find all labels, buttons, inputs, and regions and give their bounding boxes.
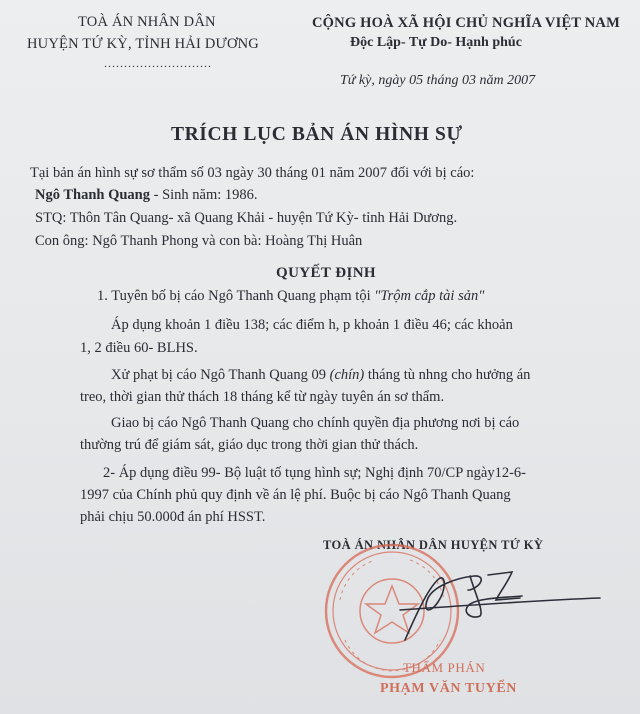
signing-court: TOÀ ÁN NHÂN DÂN HUYỆN TỨ KỲ bbox=[323, 538, 544, 552]
judge-name: PHẠM VĂN TUYỂN bbox=[380, 681, 517, 696]
handwritten-signature bbox=[400, 572, 600, 640]
date-place: Tứ kỳ, ngày 05 tháng 03 năm 2007 bbox=[340, 73, 536, 88]
fee-line2: 1997 của Chính phủ quy định về án lệ phí. Buộc bị cáo Ngô Thanh Quang bbox=[80, 487, 511, 503]
decision-heading: QUYẾT ĐỊNH bbox=[276, 265, 376, 281]
court-seal-stamp bbox=[326, 545, 458, 677]
fee-line1: 2- Áp dụng điều 99- Bộ luật tố tụng hình sự; Nghị định 70/CP ngày12-6- bbox=[103, 465, 526, 481]
parents-line: Con ông: Ngô Thanh Phong và con bà: Hoàng Thị Huân bbox=[35, 233, 363, 249]
sentence-text-b: tháng tù nhng cho hưởng án bbox=[364, 367, 531, 383]
court-dots: ........................... bbox=[104, 56, 212, 70]
applied-law-line1: Áp dụng khoản 1 điều 138; các điểm h, p khoản 1 điều 46; các khoản bbox=[111, 317, 513, 333]
intro-line: Tại bản án hình sự sơ thẩm số 03 ngày 30 tháng 01 năm 2007 đối với bị cáo: bbox=[30, 165, 475, 181]
applied-law-line2: 1, 2 điều 60- BLHS. bbox=[80, 340, 198, 356]
supervision-line1: Giao bị cáo Ngô Thanh Quang cho chính quyền địa phương nơi bị cáo bbox=[111, 415, 520, 431]
defendant-name: Ngô Thanh Quang bbox=[35, 187, 150, 203]
judge-position: THẨM PHÁN bbox=[403, 660, 486, 675]
fee-line3: phải chịu 50.000đ án phí HSST. bbox=[80, 509, 266, 525]
court-name-line2: HUYỆN TỨ KỲ, TỈNH HẢI DƯƠNG bbox=[27, 36, 259, 52]
document-title: TRÍCH LỤC BẢN ÁN HÌNH SỰ bbox=[171, 124, 463, 145]
sentence-line2: treo, thời gian thử thách 18 tháng kể từ ngày tuyên án sơ thẩm. bbox=[80, 389, 445, 405]
republic-name: CỘNG HOÀ XÃ HỘI CHỦ NGHĨA VIỆT NAM bbox=[312, 15, 620, 31]
court-name-line1: TOÀ ÁN NHÂN DÂN bbox=[78, 14, 216, 30]
sentence-text-words: (chín) bbox=[329, 367, 365, 383]
crime-name: "Trộm cắp tài sản" bbox=[374, 288, 485, 304]
decision-item-1-text: 1. Tuyên bố bị cáo Ngô Thanh Quang phạm tội bbox=[97, 288, 375, 304]
sentence-text-a: Xử phạt bị cáo Ngô Thanh Quang 09 bbox=[111, 367, 330, 383]
national-motto: Độc Lập- Tự Do- Hạnh phúc bbox=[350, 35, 522, 50]
address-line: STQ: Thôn Tân Quang- xã Quang Khải - huyện Tứ Kỳ- tỉnh Hải Dương. bbox=[35, 210, 458, 226]
supervision-line2: thường trú để giám sát, giáo dục trong thời gian thử thách. bbox=[80, 437, 419, 453]
birth-year: - Sinh năm: 1986. bbox=[149, 187, 258, 203]
